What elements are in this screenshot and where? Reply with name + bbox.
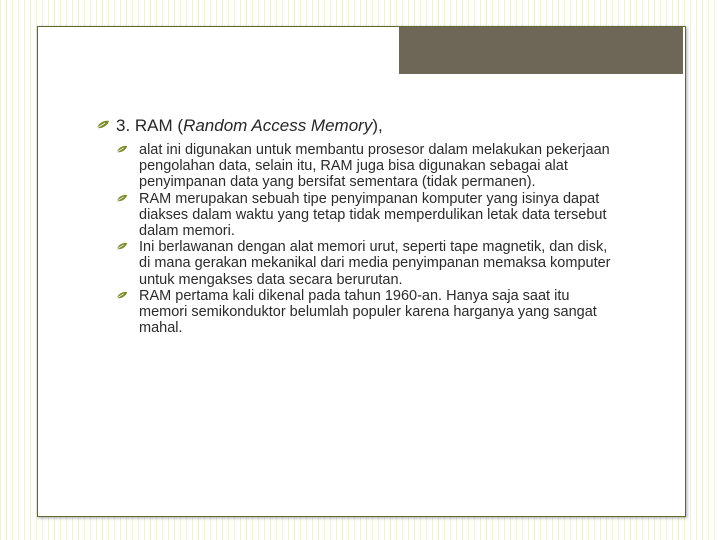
list-item (96, 191, 616, 240)
heading-italic: Random Access Memory (183, 116, 373, 135)
leaf-bullet-icon (116, 145, 128, 154)
header-accent-bar (399, 27, 683, 74)
heading-prefix: 3. RAM ( (116, 116, 184, 135)
slide-content (96, 116, 616, 336)
leaf-bullet-icon (116, 242, 128, 251)
sub-bullet-list (96, 142, 616, 336)
list-item (96, 239, 616, 288)
bullet-text: RAM pertama kali dikenal pada tahun 1960-an. Hanya saja saat itu memori semikonduktor belumlah populer karena harganya yang sangat mahal. (139, 287, 597, 337)
bullet-text: Ini berlawanan dengan alat memori urut, seperti tape magnetik, dan disk, di mana gerakan mekanikal dari media penyimpanan memaksa komputer untuk mengakses data secara berurutan. (139, 239, 611, 288)
leaf-bullet-icon (116, 291, 128, 300)
heading-suffix: ), (372, 116, 383, 135)
leaf-bullet-icon (96, 120, 110, 130)
bullet-text: RAM merupakan sebuah tipe penyimpanan komputer yang isinya dapat diakses dalam waktu yang tetap tidak memperdulikan letak data tersebut dalam memori. (139, 190, 607, 240)
bullet-text: alat ini digunakan untuk membantu prosesor dalam melakukan pekerjaan pengolahan data, selain itu, RAM juga bisa digunakan sebagai alat penyimpanan data yang bersifat sementara (tidak permanen). (139, 142, 610, 191)
list-item (96, 288, 616, 337)
main-bullet (96, 116, 616, 136)
list-item (96, 142, 616, 191)
leaf-bullet-icon (116, 194, 128, 203)
